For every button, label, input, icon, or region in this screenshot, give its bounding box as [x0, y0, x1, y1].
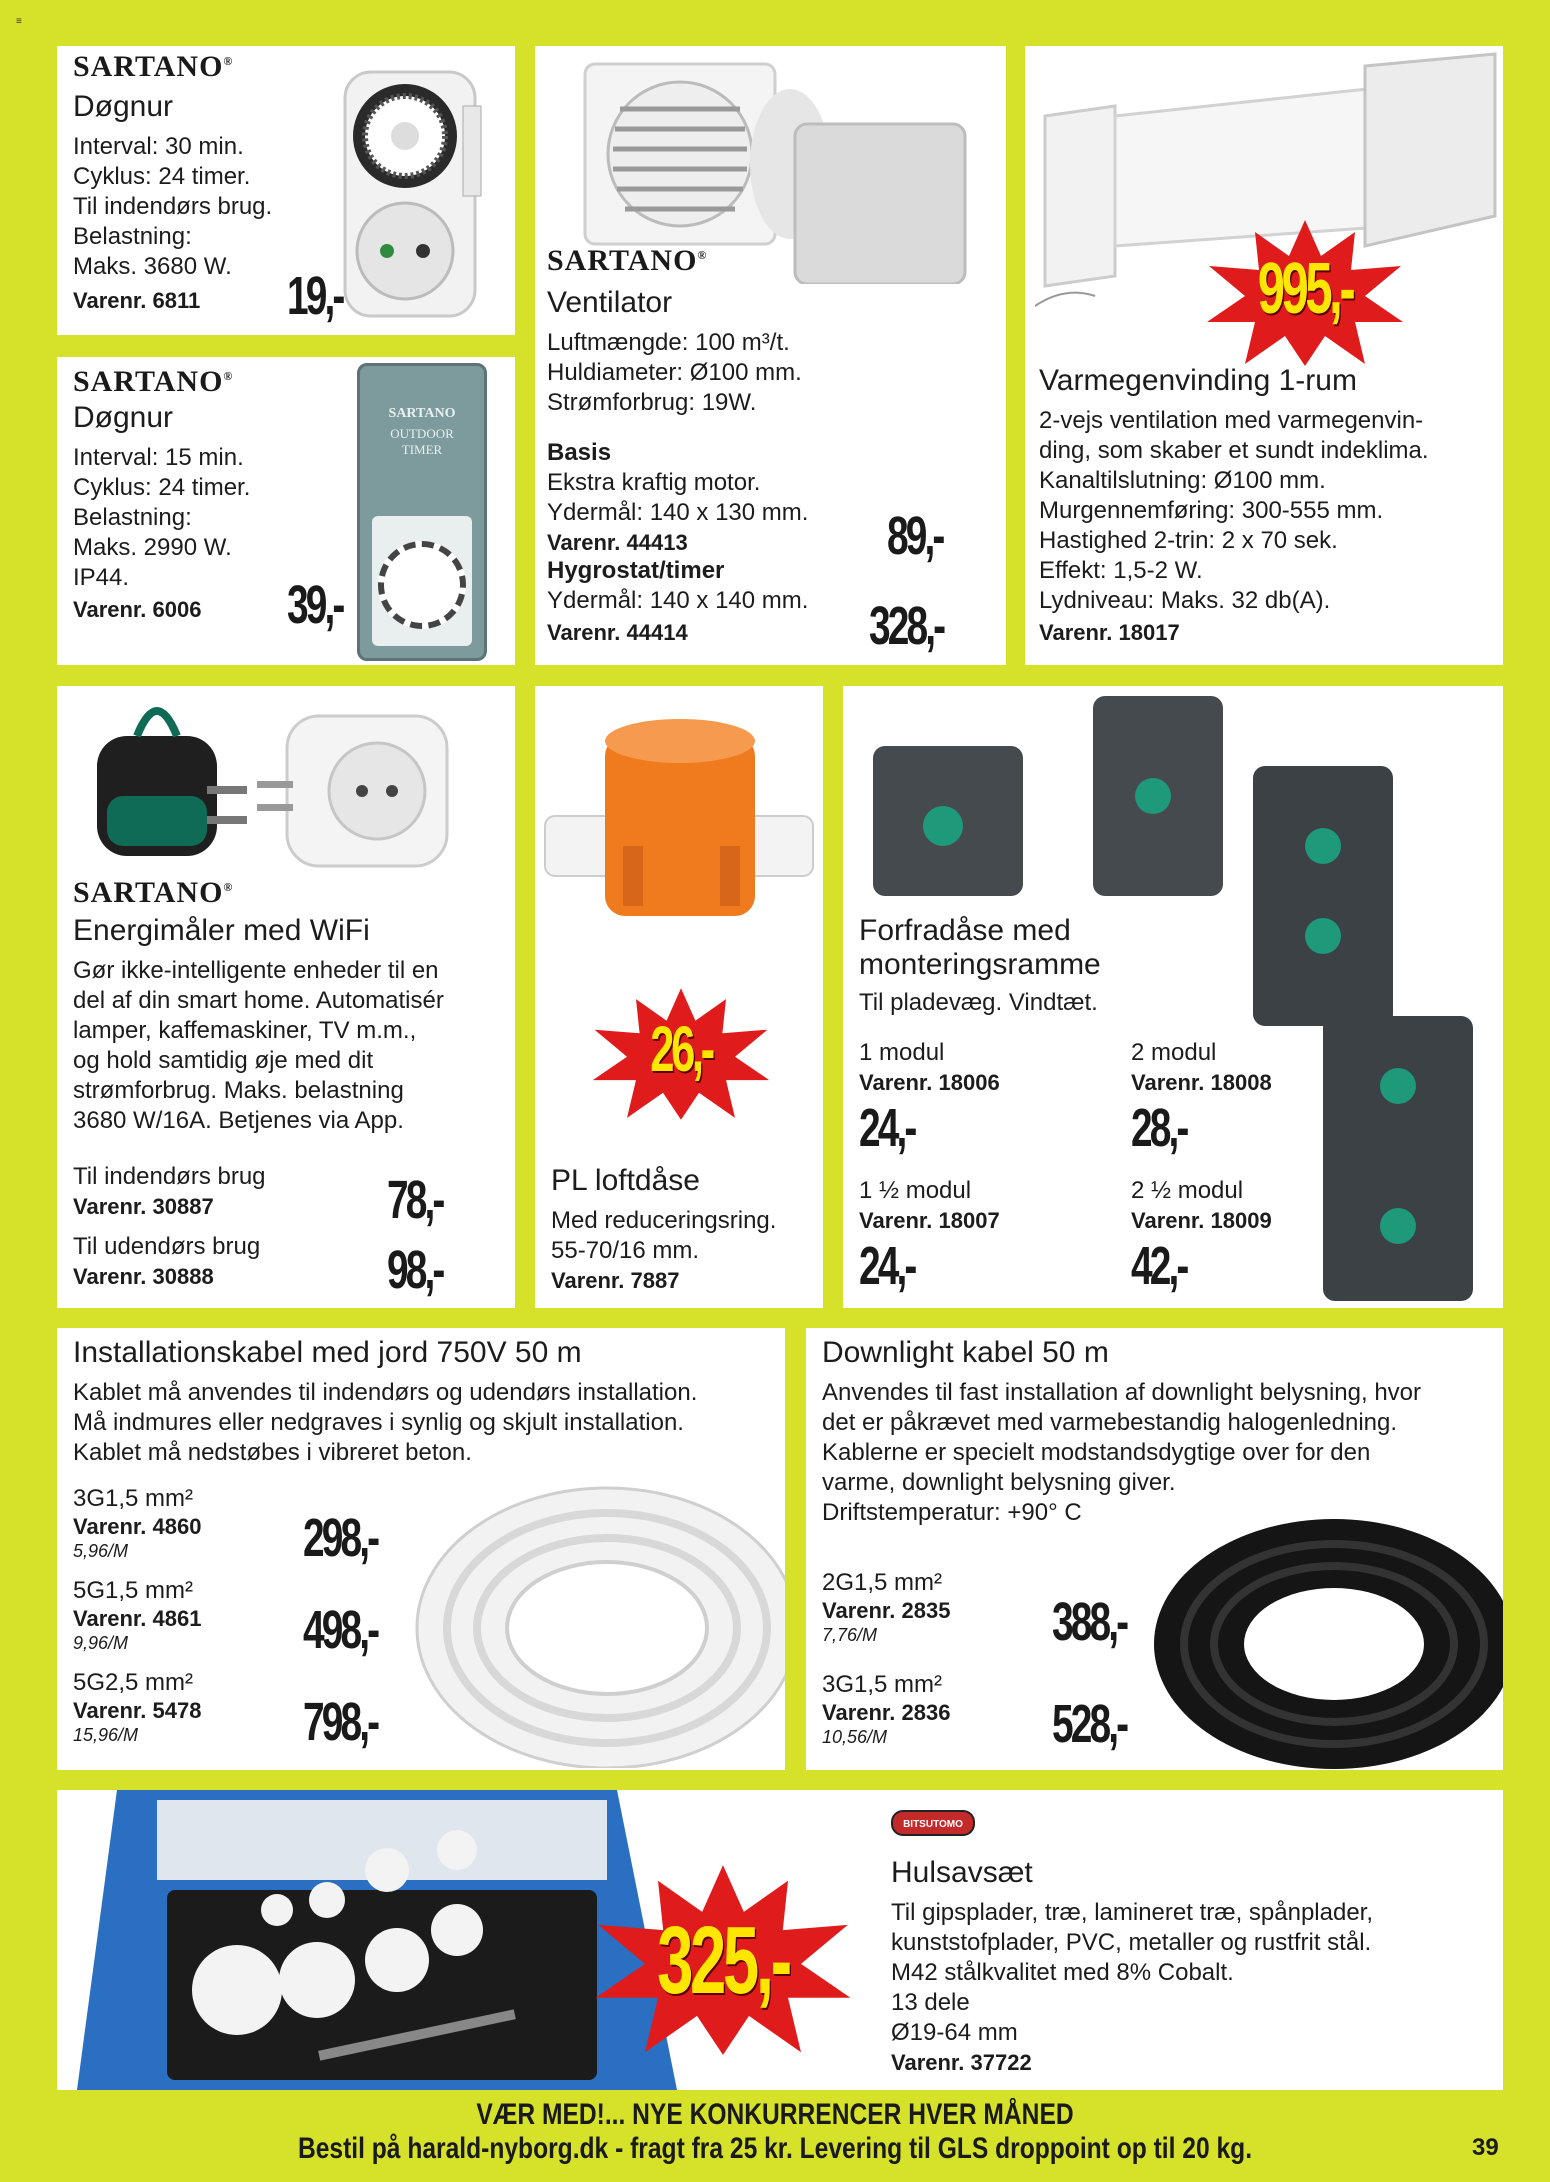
brand-logo: SARTANO® — [547, 244, 708, 277]
device-label: OUTDOOR — [390, 426, 454, 441]
variant-label: Til indendørs brug — [73, 1163, 266, 1190]
spec-list — [73, 1378, 697, 1468]
spec-line: 3680 W/16A. Betjenes via App. — [73, 1107, 404, 1134]
product-title: PL loftdåse — [551, 1164, 700, 1197]
spec-line: Belastning: — [73, 223, 192, 250]
item-number: Varenr. 18007 — [859, 1208, 1000, 1233]
spec-line: Til pladevæg. Vindtæt. — [859, 989, 1098, 1016]
price: 798,- — [303, 1692, 378, 1752]
price-per-meter: 9,96/M — [73, 1633, 129, 1653]
spec-line: IP44. — [73, 564, 130, 591]
spec-line: ding, som skaber et sundt indeklima. — [1039, 437, 1429, 464]
price-per-meter: 5,96/M — [73, 1541, 129, 1561]
item-number: Varenr. 44414 — [547, 620, 688, 645]
spec-list — [1039, 406, 1429, 616]
spec-line: Kablet må nedstøbes i vibreret beton. — [73, 1439, 472, 1466]
product-title: Installationskabel med jord 750V 50 m — [73, 1336, 582, 1369]
product-title: Forfradåse med — [859, 914, 1071, 947]
spec-line: Ydermål: 140 x 130 mm. — [547, 499, 809, 526]
spec-line: Ø19-64 mm — [891, 2019, 1018, 2046]
brand-logo: SARTANO® — [73, 50, 234, 83]
item-number: Varenr. 18009 — [1131, 1208, 1272, 1233]
variant-label: 2G1,5 mm² — [822, 1569, 943, 1596]
price: 298,- — [303, 1508, 378, 1568]
product-downlight-cable — [806, 1328, 1503, 1770]
item-number: Varenr. 30887 — [73, 1194, 214, 1219]
spec-line: Interval: 30 min. — [73, 133, 244, 160]
spec-list — [73, 956, 444, 1136]
spec-line: lamper, kaffemaskiner, TV m.m., — [73, 1017, 417, 1044]
item-number: Varenr. 2836 — [822, 1700, 951, 1725]
price: 98,- — [387, 1240, 443, 1300]
spec-line: kunststofplader, PVC, metaller og rustfrit stål. — [891, 1929, 1372, 1956]
item-number: Varenr. 6811 — [73, 288, 201, 313]
price: 528,- — [1052, 1694, 1127, 1754]
spec-line: varme, downlight belysning giver. — [822, 1469, 1176, 1496]
product-install-cable — [57, 1328, 785, 1770]
product-title: Energimåler med WiFi — [73, 914, 370, 947]
spec-line: Strømforbrug: 19W. — [547, 389, 757, 416]
price: 24,- — [859, 1098, 915, 1158]
spec-line: Må indmures eller nedgraves i synlig og skjult installation. — [73, 1409, 684, 1436]
product-ventilator — [535, 46, 1006, 665]
price: 89,- — [887, 506, 943, 566]
spec-line: Hastighed 2-trin: 2 x 70 sek. — [1039, 527, 1338, 554]
variant-label: 1 ½ modul — [859, 1177, 972, 1204]
price: 78,- — [387, 1170, 443, 1230]
item-number: Varenr. 18017 — [1039, 620, 1180, 645]
spec-line: Cyklus: 24 timer. — [73, 474, 251, 501]
device-brand: SARTANO — [388, 406, 456, 421]
spec-line: Maks. 2990 W. — [73, 534, 232, 561]
outdoor-timer-image — [357, 363, 487, 661]
item-number: Varenr. 7887 — [551, 1268, 680, 1293]
product-title: Døgnur — [73, 90, 174, 123]
variant-label: 1 modul — [859, 1039, 945, 1066]
brand-logo: SARTANO® — [73, 876, 234, 909]
product-heat-recovery — [1025, 46, 1503, 665]
product-title: Hulsavsæt — [891, 1856, 1033, 1889]
price: 42,- — [1131, 1236, 1187, 1296]
product-title: Døgnur — [73, 401, 174, 434]
product-energy-meter — [57, 686, 515, 1308]
variant-label: 2 ½ modul — [1131, 1177, 1244, 1204]
white-cable-coil-image — [407, 1478, 785, 1768]
spec-line: Lydniveau: Maks. 32 db(A). — [1039, 587, 1331, 614]
price: 39,- — [287, 575, 343, 635]
item-number: Varenr. 18006 — [859, 1070, 1000, 1095]
spec-line: det er påkrævet med varmebestandig halogenledning. — [822, 1409, 1398, 1436]
price-per-meter: 7,76/M — [822, 1625, 878, 1645]
smart-plugs-image — [67, 686, 507, 876]
page-number: 39 — [1472, 2134, 1499, 2161]
price-per-meter: 15,96/M — [73, 1725, 139, 1745]
burst-price: 26,- — [650, 1013, 712, 1085]
device-label: TIMER — [401, 442, 443, 457]
product-timer-outdoor — [57, 357, 515, 665]
burst-price: 995,- — [1257, 249, 1353, 329]
spec-line: Ekstra kraftig motor. — [547, 469, 761, 496]
item-number: Varenr. 2835 — [822, 1598, 951, 1623]
burst-price: 325,- — [657, 1907, 789, 2014]
spec-line: 55-70/16 mm. — [551, 1237, 700, 1264]
junction-box-image — [535, 696, 823, 956]
spec-line: Gør ikke-intelligente enheder til en — [73, 957, 439, 984]
price: 28,- — [1131, 1098, 1187, 1158]
spec-line: Til gipsplader, træ, lamineret træ, spånplader, — [891, 1899, 1374, 1926]
variant-heading: Hygrostat/timer — [547, 557, 725, 584]
spec-line: Anvendes til fast installation af downlight belysning, hvor — [822, 1379, 1422, 1406]
spec-line: Driftstemperatur: +90° C — [822, 1499, 1082, 1526]
product-title: Downlight kabel 50 m — [822, 1336, 1109, 1369]
variant-label: 5G2,5 mm² — [73, 1669, 194, 1696]
variant-label: 3G1,5 mm² — [73, 1485, 194, 1512]
spec-line: Huldiameter: Ø100 mm. — [547, 359, 802, 386]
spec-line: 2-vejs ventilation med varmegenvin- — [1039, 407, 1424, 434]
page-mark: ≡ — [16, 16, 22, 27]
item-number: Varenr. 37722 — [891, 2050, 1032, 2075]
price: 19,- — [287, 266, 343, 326]
item-number: Varenr. 44413 — [547, 530, 688, 555]
item-number: Varenr. 30888 — [73, 1264, 214, 1289]
footer-shipping: Bestil på harald-nyborg.dk - fragt fra 25 kr. Levering til GLS droppoint op til 20 kg. — [297, 2132, 1253, 2165]
price-per-meter: 10,56/M — [822, 1727, 888, 1747]
spec-list — [73, 443, 250, 593]
spec-line: Belastning: — [73, 504, 192, 531]
product-ceiling-box — [535, 686, 823, 1308]
spec-line: del af din smart home. Automatisér — [73, 987, 444, 1014]
item-number: Varenr. 4861 — [73, 1606, 202, 1631]
price: 328,- — [869, 596, 944, 656]
brand-logo: SARTANO® — [73, 365, 234, 398]
product-title: Varmegenvinding 1-rum — [1039, 364, 1357, 397]
item-number: Varenr. 4860 — [73, 1514, 202, 1539]
spec-line: og hold samtidig øje med dit — [73, 1047, 374, 1074]
spec-line: Cyklus: 24 timer. — [73, 163, 251, 190]
spec-list — [73, 132, 272, 282]
spec-line: Til indendørs brug. — [73, 193, 273, 220]
item-number: Varenr. 18008 — [1131, 1070, 1272, 1095]
price: 498,- — [303, 1600, 378, 1660]
variant-label: Til udendørs brug — [73, 1233, 261, 1260]
spec-line: Murgennemføring: 300-555 mm. — [1039, 497, 1384, 524]
spec-line: strømforbrug. Maks. belastning — [73, 1077, 404, 1104]
spec-list — [551, 1206, 776, 1266]
spec-line: Luftmængde: 100 m³/t. — [547, 329, 790, 356]
spec-list — [891, 1898, 1373, 2048]
footer-contest: VÆR MED!... NYE KONKURRENCER HVER MÅNED — [476, 2098, 1074, 2131]
black-cable-coil-image — [1144, 1504, 1503, 1770]
spec-list — [547, 328, 802, 418]
brand-logo: BITSUTOMO — [891, 1810, 975, 1836]
spec-line: Med reduceringsring. — [551, 1207, 777, 1234]
spec-list — [822, 1378, 1421, 1528]
spec-list — [547, 468, 808, 528]
spec-line: Effekt: 1,5-2 W. — [1039, 557, 1203, 584]
product-hole-saw-set — [57, 1790, 1503, 2090]
variant-label: 2 modul — [1131, 1039, 1217, 1066]
item-number: Varenr. 5478 — [73, 1698, 202, 1723]
spec-line: Ydermål: 140 x 140 mm. — [547, 587, 809, 614]
variant-label: 5G1,5 mm² — [73, 1577, 194, 1604]
spec-line: 13 dele — [891, 1989, 970, 2016]
variant-heading: Basis — [547, 439, 612, 466]
item-number: Varenr. 6006 — [73, 597, 202, 622]
timer-plug-image — [307, 66, 507, 326]
product-title: monteringsramme — [859, 948, 1101, 981]
price: 388,- — [1052, 1592, 1127, 1652]
product-timer-indoor — [57, 46, 515, 335]
product-title: Ventilator — [547, 286, 673, 319]
product-mounting-box — [843, 686, 1503, 1308]
spec-line: Kablerne er specielt modstandsdygtige over for den — [822, 1439, 1371, 1466]
spec-line: Kablet må anvendes til indendørs og udendørs installation. — [73, 1379, 698, 1406]
spec-line: Kanaltilslutning: Ø100 mm. — [1039, 467, 1326, 494]
price: 24,- — [859, 1236, 915, 1296]
spec-line: Maks. 3680 W. — [73, 253, 232, 280]
variant-label: 3G1,5 mm² — [822, 1671, 943, 1698]
spec-line: Interval: 15 min. — [73, 444, 244, 471]
spec-line: M42 stålkvalitet med 8% Cobalt. — [891, 1959, 1234, 1986]
